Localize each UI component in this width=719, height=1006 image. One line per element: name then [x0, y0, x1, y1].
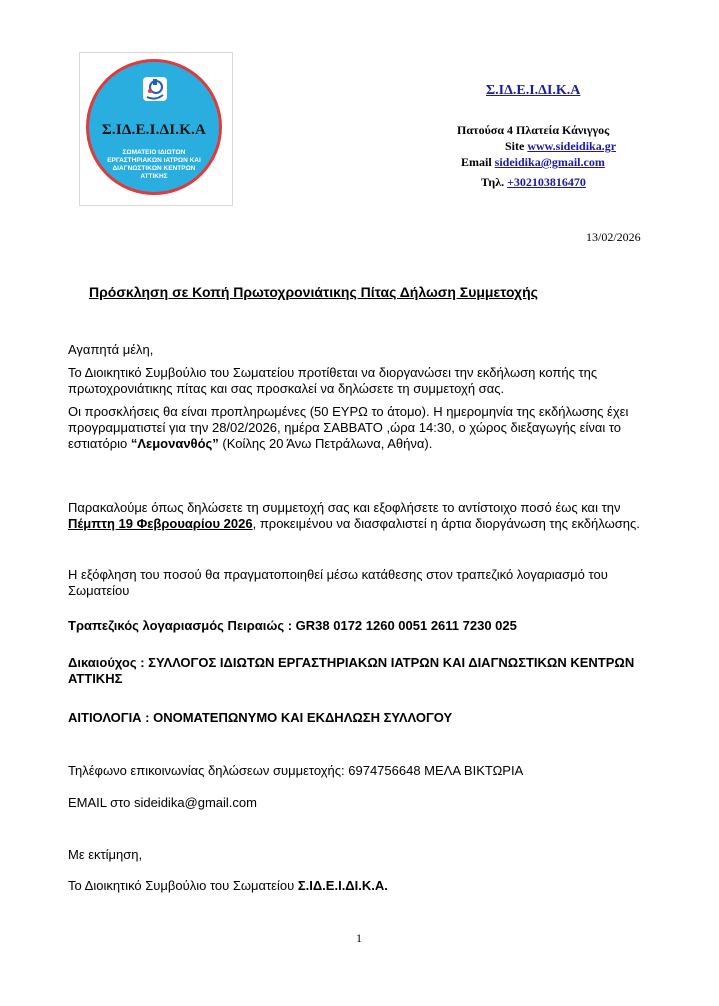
payment-reason: ΑΙΤΙΟΛΟΓΙΑ : ΟΝΟΜΑΤΕΠΩΝΥΜΟ ΚΑΙ ΕΚΔΗΛΩΣΗ ΣΥΛΛΟΓΟΥ [68, 710, 453, 725]
paragraph-deadline [68, 500, 648, 532]
bank-account: Τραπεζικός λογαριασμός Πειραιώς : GR38 0172 1260 0051 2611 7230 025 [68, 618, 517, 633]
closing: Με εκτίμηση, [68, 847, 143, 862]
greeting: Αγαπητά μέλη, [68, 342, 154, 357]
email-link[interactable]: sideidika@gmail.com [494, 155, 605, 169]
contact-phone: Τηλέφωνο επικοινωνίας δηλώσεων συμμετοχής: 6974756648 ΜΕΛΑ ΒΙΚΤΩΡΙΑ [68, 763, 524, 778]
deadline-text-b: , προκειμένου να διασφαλιστεί η άρτια διοργάνωση της εκδήλωσης. [252, 516, 640, 531]
deadline-text-a: Παρακαλούμε όπως δηλώσετε τη συμμετοχή σας και εξοφλήσετε το αντίστοιχο ποσό έως και την [68, 500, 621, 515]
logo-circle [86, 59, 222, 195]
org-title: Σ.ΙΔ.Ε.Ι.ΔΙ.Κ.Α [486, 83, 581, 98]
venue-name: “Λεμονανθός” [130, 436, 219, 451]
deadline-date: Πέμπτη 19 Φεβρουαρίου 2026 [68, 516, 253, 531]
contact-email: EMAIL στο sideidika@gmail.com [68, 795, 257, 810]
phone-label: Τηλ. [481, 175, 505, 189]
site-link[interactable]: www.sideidika.gr [527, 139, 617, 153]
signature [68, 878, 648, 894]
phone-line [481, 174, 586, 190]
phone-link[interactable]: +302103816470 [507, 175, 586, 189]
paragraph-event [68, 404, 648, 452]
site-line [505, 138, 616, 154]
event-text-a: Οι προσκλήσεις θα είναι προπληρωμένες (50 ΕΥΡΩ το άτομο). Η ημερομηνία της εκδήλωσης έχει προγραμματιστεί για την 28/02/2026, ημέρα ΣΑΒΒΑΤΟ ,ώρα 14:30, ο χώρος διεξαγωγής είναι το εστιατόριο [68, 404, 629, 451]
paragraph-payment: Η εξόφληση του ποσού θα πραγματοποιηθεί μέσω κατάθεσης στον τραπεζικό λογαριασμό του Σωματείου [68, 567, 608, 598]
email-line [461, 154, 605, 170]
document-title: Πρόσκληση σε Κοπή Πρωτοχρονιάτικης Πίτας Δήλωση Συμμετοχής [89, 284, 538, 300]
event-text-b: (Κοίλης 20 Άνω Πετράλωνα, Αθήνα). [218, 436, 433, 451]
beneficiary: Δικαιούχος : ΣΥΛΛΟΓΟΣ ΙΔΙΩΤΩΝ ΕΡΓΑΣΤΗΡΙΑΚΩΝ ΙΑΤΡΩΝ ΚΑΙ ΔΙΑΓΝΩΣΤΙΚΩΝ ΚΕΝΤΡΩΝ ΑΤΤΙΚΗΣ [68, 655, 635, 686]
address: Πατούσα 4 Πλατεία Κάνιγγος [457, 123, 610, 137]
document-date: 13/02/2026 [586, 230, 641, 244]
signature-org: Σ.ΙΔ.Ε.Ι.ΔΙ.Κ.Α. [297, 878, 388, 893]
page-number: 1 [356, 931, 362, 945]
logo-subtext: ΣΩΜΑΤΕΙΟ ΙΔΙΩΤΩΝ ΕΡΓΑΣΤΗΡΙΑΚΩΝ ΙΑΤΡΩΝ ΚΑΙ ΔΙΑΓΝΩΣΤΙΚΩΝ ΚΕΝΤΡΩΝ ΑΤΤΙΚΗΣ [107, 149, 201, 180]
logo-name: Σ.ΙΔ.Ε.Ι.ΔΙ.Κ.Α [101, 122, 207, 138]
signature-text: Το Διοικητικό Συμβούλιο του Σωματείου [68, 878, 298, 893]
email-label: Email [461, 155, 492, 169]
site-label: Site [505, 139, 525, 153]
paragraph-intro: Το Διοικητικό Συμβούλιο του Σωματείου προτίθεται να διοργανώσει την εκδήλωση κοπής της πρωτοχρονιάτικης πίτας και σας προσκαλεί να δηλώσετε τη συμμετοχή σας. [68, 365, 598, 396]
logo [79, 52, 233, 206]
microscope-icon [141, 75, 169, 103]
